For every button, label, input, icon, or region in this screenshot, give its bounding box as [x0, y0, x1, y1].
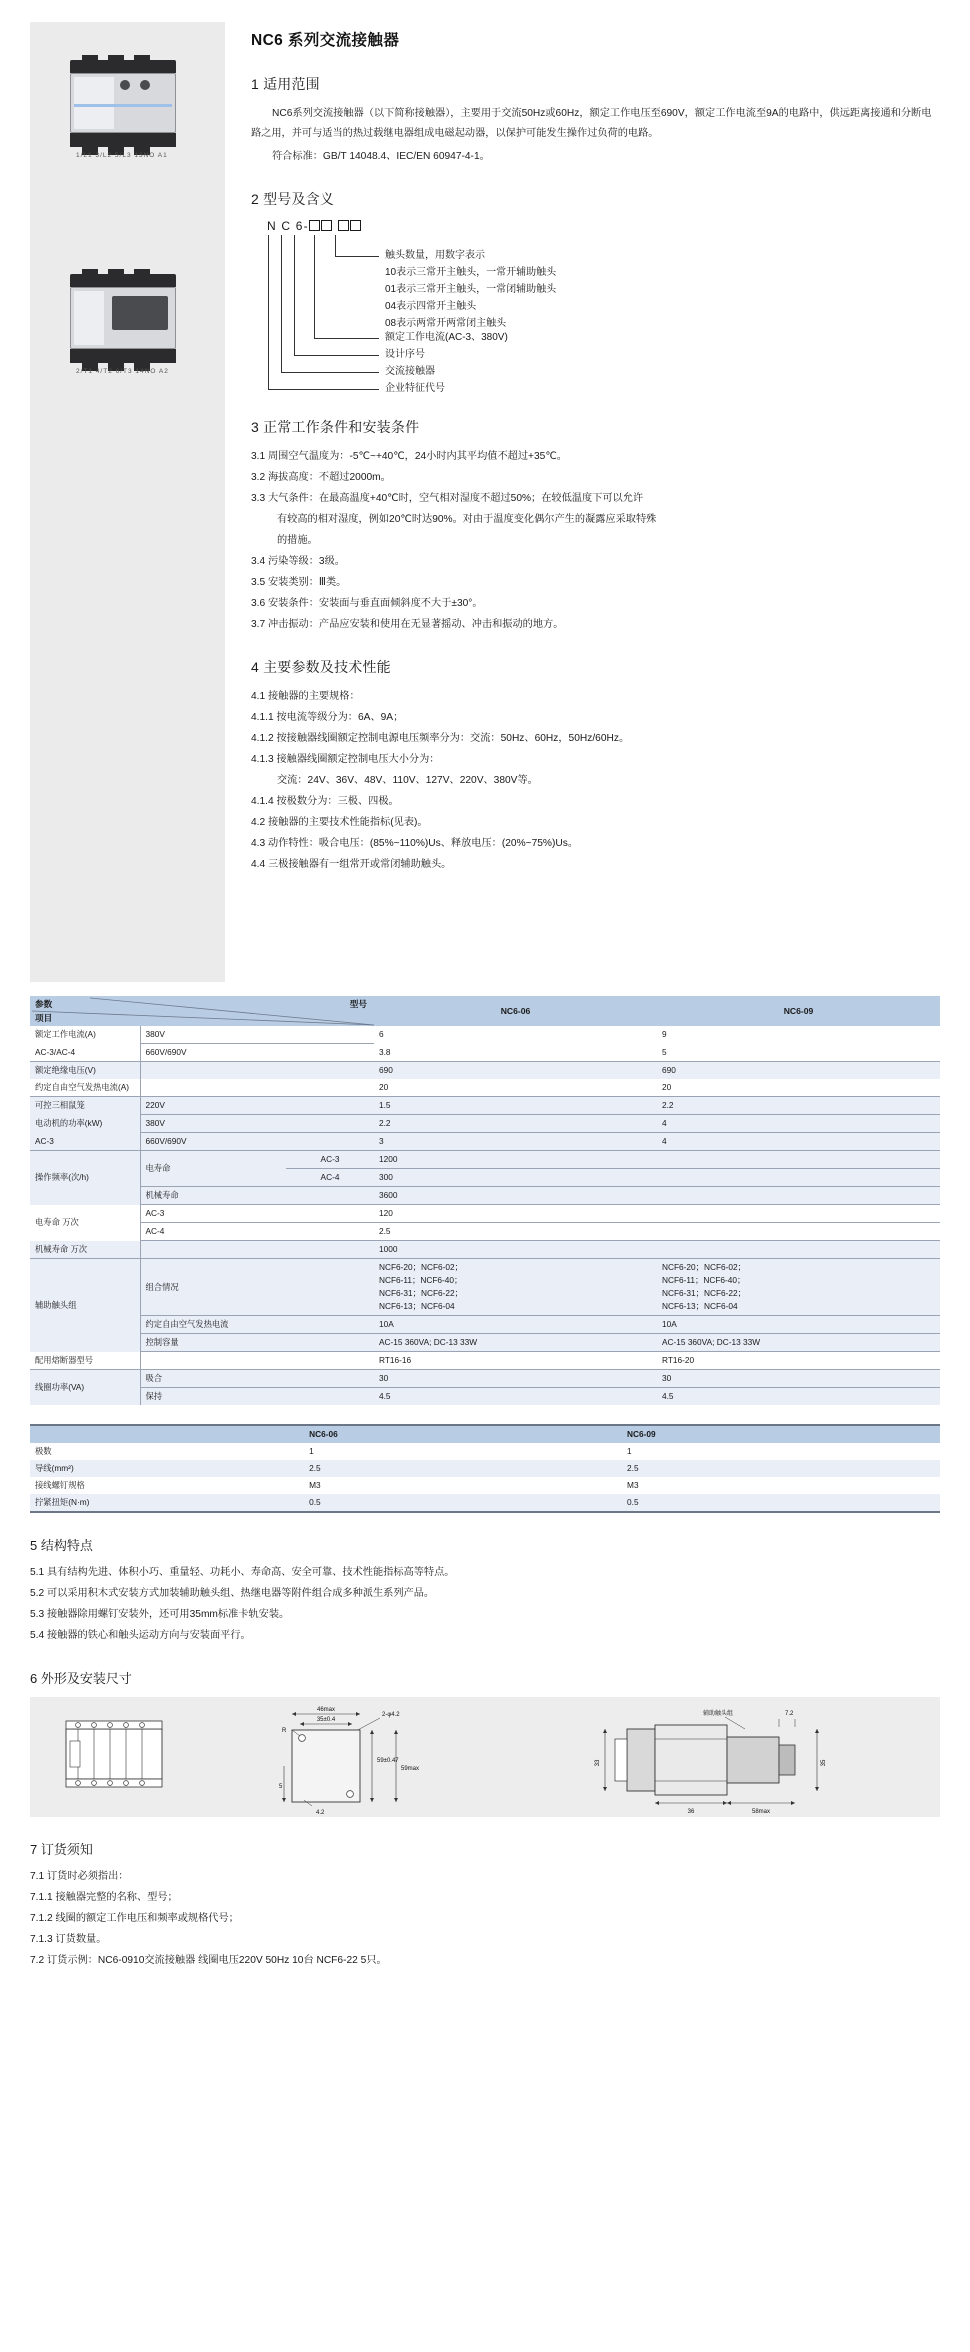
row-value-09: [657, 1187, 940, 1205]
main-spec-table: [30, 996, 940, 1408]
leader-line-v-7: [281, 235, 282, 372]
row-label: 额定工作电流(A): [35, 1029, 96, 1040]
model-label-5: 额定工作电流(AC-3、380V): [385, 332, 508, 343]
row-value-06: 300: [374, 1169, 657, 1187]
row-value-09: [657, 1223, 940, 1241]
model-label-6: 设计序号: [385, 349, 425, 360]
code-box-2: [321, 220, 332, 231]
row-value-09: 30: [662, 1373, 672, 1383]
model-label-1: 10表示三常开主触头，一常开辅助触头: [385, 267, 557, 278]
row-label: 导线(mm²): [35, 1463, 74, 1473]
section5-item-2: 5.3 接触器除用螺钉安装外，还可用35mm标准卡轨安装。: [30, 1609, 290, 1620]
section3-item-6: 3.5 安装类别：Ⅲ类。: [251, 577, 347, 588]
row-value-06: 20: [374, 1079, 657, 1097]
row-label: 拧紧扭矩(N·m): [30, 1494, 304, 1512]
row-sublabel: 220V: [140, 1097, 374, 1115]
wire-corner-cell: [30, 1425, 304, 1443]
table-row: [30, 1223, 940, 1241]
section-heading-3: 3 正常工作条件和安装条件: [251, 419, 420, 435]
row-value-09: 4.5: [657, 1388, 940, 1406]
row-label: AC-3/AC-4: [30, 1044, 140, 1062]
wire-col-nc6-09: NC6-09: [622, 1425, 940, 1443]
code-box-3: [338, 220, 349, 231]
section-heading-6: 6 外形及安装尺寸: [30, 1671, 132, 1686]
model-code-prefix: N C 6-: [267, 219, 309, 233]
row-value-09: RT16-20: [657, 1352, 940, 1370]
table-row: [30, 1151, 940, 1169]
leader-line-h-0: [335, 256, 379, 257]
section4-item-7: 4.3 动作特性：吸合电压：(85%~110%)Us、释放电压：(20%~75%)Us。: [251, 838, 579, 849]
section7-item-1: 7.1.1 接触器完整的名称、型号；: [30, 1892, 178, 1903]
row-value-09: 20: [657, 1079, 940, 1097]
table-row: [30, 1115, 940, 1133]
table-header-row: [30, 996, 940, 1026]
corner-diagonal-lines: [30, 996, 374, 1026]
dim-46max: 46max: [316, 1707, 336, 1713]
row-key-ac4: AC-4: [286, 1169, 374, 1187]
row-sublabel: [140, 1062, 374, 1080]
row-value-09: [657, 1241, 940, 1259]
section3-item-1: 3.2 海拔高度：不超过2000m。: [251, 472, 391, 483]
table-corner-cell: [30, 996, 374, 1026]
section7-item-2: 7.1.2 线圈的额定工作电压和频率或规格代号；: [30, 1913, 239, 1924]
row-value-09: 0.5: [622, 1494, 940, 1512]
row-value-06: 1: [309, 1446, 314, 1456]
dim-4p2: 4.2: [316, 1810, 325, 1816]
table-bottom-rule: [30, 1405, 940, 1408]
row-value-09: [657, 1205, 940, 1223]
section1-paragraph-2: 符合标准：GB/T 14048.4、IEC/EN 60947-4-1。: [272, 151, 490, 162]
section7-item-4: 7.2 订货示例：NC6-0910交流接触器 线圈电压220V 50Hz 10台 NCF6-22 5只。: [30, 1955, 387, 1966]
row-sublabel: [140, 1352, 374, 1370]
row-key-hold: 保持: [140, 1388, 374, 1406]
table-row: [30, 1133, 940, 1151]
dimension-drawings-panel: [30, 1697, 940, 1817]
table-row: [30, 1334, 940, 1352]
row-value-06: M3: [309, 1480, 321, 1490]
section3-item-8: 3.7 冲击振动：产品应安装和使用在无显著摇动、冲击和振动的地方。: [251, 619, 564, 630]
row-value-06: 1000: [374, 1241, 657, 1259]
section-heading-7: 7 订货须知: [30, 1842, 93, 1857]
row-sublabel-thermal-current: 约定自由空气发热电流: [140, 1316, 374, 1334]
row-value-09: 2.5: [627, 1463, 639, 1473]
model-label-2: 01表示三常开主触头，一常闭辅助触头: [385, 284, 557, 295]
row-label: AC-3: [30, 1133, 140, 1151]
row-value-09: [657, 1169, 940, 1187]
dim-hole: 2-φ4.2: [382, 1712, 400, 1718]
table-row: [30, 1241, 940, 1259]
row-key-ac3: AC-3: [140, 1205, 374, 1223]
dim-58max: 58max: [751, 1809, 771, 1815]
row-value-06: RT16-16: [374, 1352, 657, 1370]
leader-line-v-5: [314, 235, 315, 338]
product-image-column: [30, 22, 225, 982]
row-sublabel: [140, 1241, 374, 1259]
row-value-06: 120: [379, 1208, 393, 1218]
leader-line-h-5: [314, 338, 379, 339]
row-value-06: 1.5: [379, 1100, 391, 1110]
dim-59a: 59±0.47: [377, 1758, 399, 1764]
row-value-06: 3: [374, 1133, 657, 1151]
row-label: 约定自由空气发热电流(A): [30, 1079, 140, 1097]
row-sublabel: 380V: [140, 1115, 374, 1133]
model-label-4: 08表示两常开两常闭主触头: [385, 318, 507, 329]
row-key-pickup: 吸合: [140, 1370, 374, 1388]
section-heading-4: 4 主要参数及技术性能: [251, 659, 391, 675]
wire-spec-table: [30, 1424, 940, 1513]
row-label-coil-power: 线圈功率(VA): [35, 1382, 85, 1392]
code-box-1: [309, 220, 320, 231]
section5-item-0: 5.1 具有结构先进、体积小巧、重量轻、功耗小、寿命高、安全可靠、技术性能指标高等特点。: [30, 1567, 455, 1578]
row-value-06: 1200: [379, 1154, 398, 1164]
table-row: [30, 1187, 940, 1205]
row-value-06: AC-15 360VA; DC-13 33W: [374, 1334, 657, 1352]
row-value-06: 2.2: [374, 1115, 657, 1133]
row-key-ac4: AC-4: [140, 1223, 374, 1241]
section4-item-5: 4.1.4 按极数分为：三极、四极。: [251, 796, 399, 807]
table-row: [30, 1205, 940, 1223]
section3-item-7: 3.6 安装条件：安装面与垂直面倾斜度不大于±30°。: [251, 598, 483, 609]
table-row: [30, 1494, 940, 1512]
section5-item-3: 5.4 接触器的铁心和触头运动方向与安装面平行。: [30, 1630, 251, 1641]
leader-line-v-6: [294, 235, 295, 355]
combo-line-0: NCF6-20；NCF6-02；: [662, 1262, 746, 1272]
section-heading-5: 5 结构特点: [30, 1538, 93, 1553]
row-value-09: 5: [657, 1044, 940, 1062]
row-value-09: 1: [627, 1446, 632, 1456]
row-label: 额定绝缘电压(V): [35, 1065, 96, 1075]
section7-item-3: 7.1.3 订货数量。: [30, 1934, 107, 1945]
row-label: 可控三相鼠笼: [35, 1100, 85, 1111]
row-value-06: 30: [379, 1373, 389, 1383]
combo-line-3: NCF6-13；NCF6-04: [662, 1301, 738, 1311]
row-value-09: 2.2: [662, 1100, 674, 1110]
section3-item-4: 的措施。: [277, 535, 318, 546]
section4-item-0: 4.1 接触器的主要规格：: [251, 691, 360, 702]
section-heading-2: 2 型号及含义: [251, 191, 335, 207]
hero-section: [0, 0, 970, 982]
row-label: 接线螺钉规格: [35, 1480, 85, 1490]
row-value-09: AC-15 360VA; DC-13 33W: [657, 1334, 940, 1352]
row-value-06: 2.5: [309, 1463, 321, 1473]
combo-line-1: NCF6-11；NCF6-40；: [379, 1275, 463, 1285]
row-value-09: 4: [657, 1115, 940, 1133]
front-view-drawing: [48, 1707, 198, 1817]
row-value-06: 4.5: [374, 1388, 657, 1406]
row-sublabel: 660V/690V: [140, 1133, 374, 1151]
section4-item-8: 4.4 三极接触器有一组常开或常闭辅助触头。: [251, 859, 452, 870]
row-value-06: 690: [379, 1065, 393, 1075]
table-row: [30, 1443, 940, 1460]
section5-item-1: 5.2 可以采用积木式安装方式加装辅助触头组、热继电器等附件组合成多种派生系列产品。: [30, 1588, 435, 1599]
row-sublabel-control-capacity: 控制容量: [140, 1334, 374, 1352]
combo-line-0: NCF6-20；NCF6-02；: [379, 1262, 463, 1272]
combo-line-1: NCF6-11；NCF6-40；: [662, 1275, 746, 1285]
table-row: [30, 1079, 940, 1097]
model-code-diagram: [261, 219, 940, 394]
dim-5: 5: [279, 1784, 283, 1790]
row-value-09: M3: [627, 1480, 639, 1490]
table-col-nc6-09: NC6-09: [657, 996, 940, 1026]
dim-33: 33: [595, 1759, 601, 1767]
table-row: [30, 1460, 940, 1477]
section4-item-1: 4.1.1 按电流等级分为：6A、9A；: [251, 712, 404, 723]
combo-line-2: NCF6-31；NCF6-22；: [379, 1288, 463, 1298]
content-column: [225, 22, 940, 982]
table-row: [30, 1316, 940, 1334]
dim-7p2: 7.2: [785, 1711, 794, 1717]
row-value-09: 690: [662, 1065, 676, 1075]
section1-paragraph-1: NC6系列交流接触器（以下简称接触器），主要用于交流50Hz或60Hz，额定工作电压至690V，额定工作电流至9A的电路中，供远距离接通和分断电路之用，并可与适当的热过载继电器组成电磁起动器，以保护可能发生操作过负荷的电路。: [251, 108, 932, 139]
row-label-aux-contacts: 辅助触头组: [35, 1299, 77, 1310]
model-label-0: 触头数量，用数字表示: [385, 250, 485, 261]
row-sublabel-electrical-life: 电寿命: [140, 1151, 286, 1187]
row-value-06: 6: [379, 1029, 384, 1040]
dim-35: 35±0.4: [316, 1717, 336, 1723]
row-value-09: 10A: [657, 1316, 940, 1334]
row-value-06: 3600: [374, 1187, 657, 1205]
product-photo-top: 1/L1 3/L2 5/L3 13NO A1: [68, 60, 178, 165]
corner-label-param: 参数: [35, 999, 53, 1009]
plan-view-drawing: [230, 1700, 445, 1818]
row-value-06-combo: [374, 1259, 657, 1316]
section4-item-4: 交流：24V、36V、48V、110V、127V、220V、380V等。: [277, 775, 538, 786]
model-label-3: 04表示四常开主触头: [385, 301, 477, 312]
row-key-ac3: AC-3: [320, 1154, 340, 1164]
section4-item-3: 4.1.3 接触器线圈额定控制电压大小分为：: [251, 754, 440, 765]
table-row: [30, 1062, 940, 1080]
section3-item-2: 3.3 大气条件：在最高温度+40℃时，空气相对湿度不超过50%；在较低温度下可以允许: [251, 493, 644, 504]
product-photo-bottom: 2/T1 4/T2 6/T3 14NO A2: [68, 274, 178, 379]
row-label: 电动机的功率(kW): [35, 1118, 103, 1128]
section3-item-3: 有较高的相对湿度，例如20℃时达90%。对由于温度变化偶尔产生的凝露应采取特殊: [277, 514, 657, 525]
section4-item-2: 4.1.2 按接触器线圈额定控制电源电压频率分为：交流：50Hz、60Hz，50Hz/60Hz。: [251, 733, 630, 744]
row-sublabel: [140, 1079, 374, 1097]
section5-block: [0, 1535, 970, 1687]
dim-36: 36: [687, 1809, 695, 1815]
table-col-nc6-06: NC6-06: [374, 996, 657, 1026]
table-row: [30, 1044, 940, 1062]
model-label-7: 交流接触器: [385, 366, 435, 377]
row-value-06: 2.5: [374, 1223, 657, 1241]
row-label-op-frequency: 操作频率(次/h): [35, 1172, 89, 1183]
row-sublabel-mechanical-life: 机械寿命: [140, 1187, 374, 1205]
section3-item-5: 3.4 污染等级：3级。: [251, 556, 345, 567]
row-value-09: 4: [657, 1133, 940, 1151]
row-value-06: 3.8: [374, 1044, 657, 1062]
row-value-09-combo: [657, 1259, 940, 1316]
row-value-06: 10A: [374, 1316, 657, 1334]
dim-R: R: [282, 1728, 287, 1734]
model-label-8: 企业特征代号: [385, 383, 445, 394]
row-label-mechanical-life-10k: 机械寿命 万次: [30, 1241, 140, 1259]
table-row: [30, 1370, 940, 1388]
dim-59b: 59max: [401, 1766, 420, 1772]
leader-line-v-8: [268, 235, 269, 389]
model-code-string: [267, 219, 361, 233]
code-box-4: [350, 220, 361, 231]
table-row: [30, 1097, 940, 1115]
page-title: NC6 系列交流接触器: [251, 32, 400, 49]
leader-line-v-0: [335, 235, 336, 256]
table-row: [30, 1259, 940, 1316]
row-label-fuse: 配用熔断器型号: [30, 1352, 140, 1370]
leader-line-h-8: [268, 389, 379, 390]
table-bottom-rule-row: [30, 1405, 940, 1408]
row-label: 极数: [35, 1446, 52, 1456]
table-row: [30, 1477, 940, 1494]
section4-item-6: 4.2 接触器的主要技术性能指标(见表)。: [251, 817, 428, 828]
combo-line-3: NCF6-13；NCF6-04: [379, 1301, 455, 1311]
table-row: [30, 1388, 940, 1406]
row-sublabel: 660V/690V: [140, 1044, 374, 1062]
leader-line-h-7: [281, 372, 379, 373]
wire-col-nc6-06: NC6-06: [304, 1425, 622, 1443]
row-sublabel: 380V: [140, 1026, 374, 1044]
row-value-09: 9: [662, 1029, 667, 1040]
table-row: [30, 1352, 940, 1370]
corner-label-item: 项目: [35, 1013, 53, 1023]
table-header-row: [30, 1425, 940, 1443]
leader-line-h-6: [294, 355, 379, 356]
row-value-06: 0.5: [304, 1494, 622, 1512]
side-view-drawing: [585, 1703, 875, 1815]
section7-block: [0, 1839, 970, 1971]
row-label-electrical-life-10k: 电寿命 万次: [35, 1217, 79, 1227]
table-row: [30, 1026, 940, 1044]
row-value-09: [657, 1151, 940, 1169]
corner-label-model: 型号: [349, 999, 367, 1009]
section-heading-1: 1 适用范围: [251, 76, 320, 92]
combo-line-2: NCF6-31；NCF6-22；: [662, 1288, 746, 1298]
row-sublabel-combination: 组合情况: [140, 1259, 374, 1316]
section7-item-0: 7.1 订货时必须指出：: [30, 1871, 129, 1882]
dim-aux-label: 辅助触头组: [703, 1711, 734, 1717]
dim-35b: 35: [821, 1759, 827, 1767]
section3-item-0: 3.1 周围空气温度为：-5℃~+40℃，24小时内其平均值不超过+35℃。: [251, 451, 567, 462]
